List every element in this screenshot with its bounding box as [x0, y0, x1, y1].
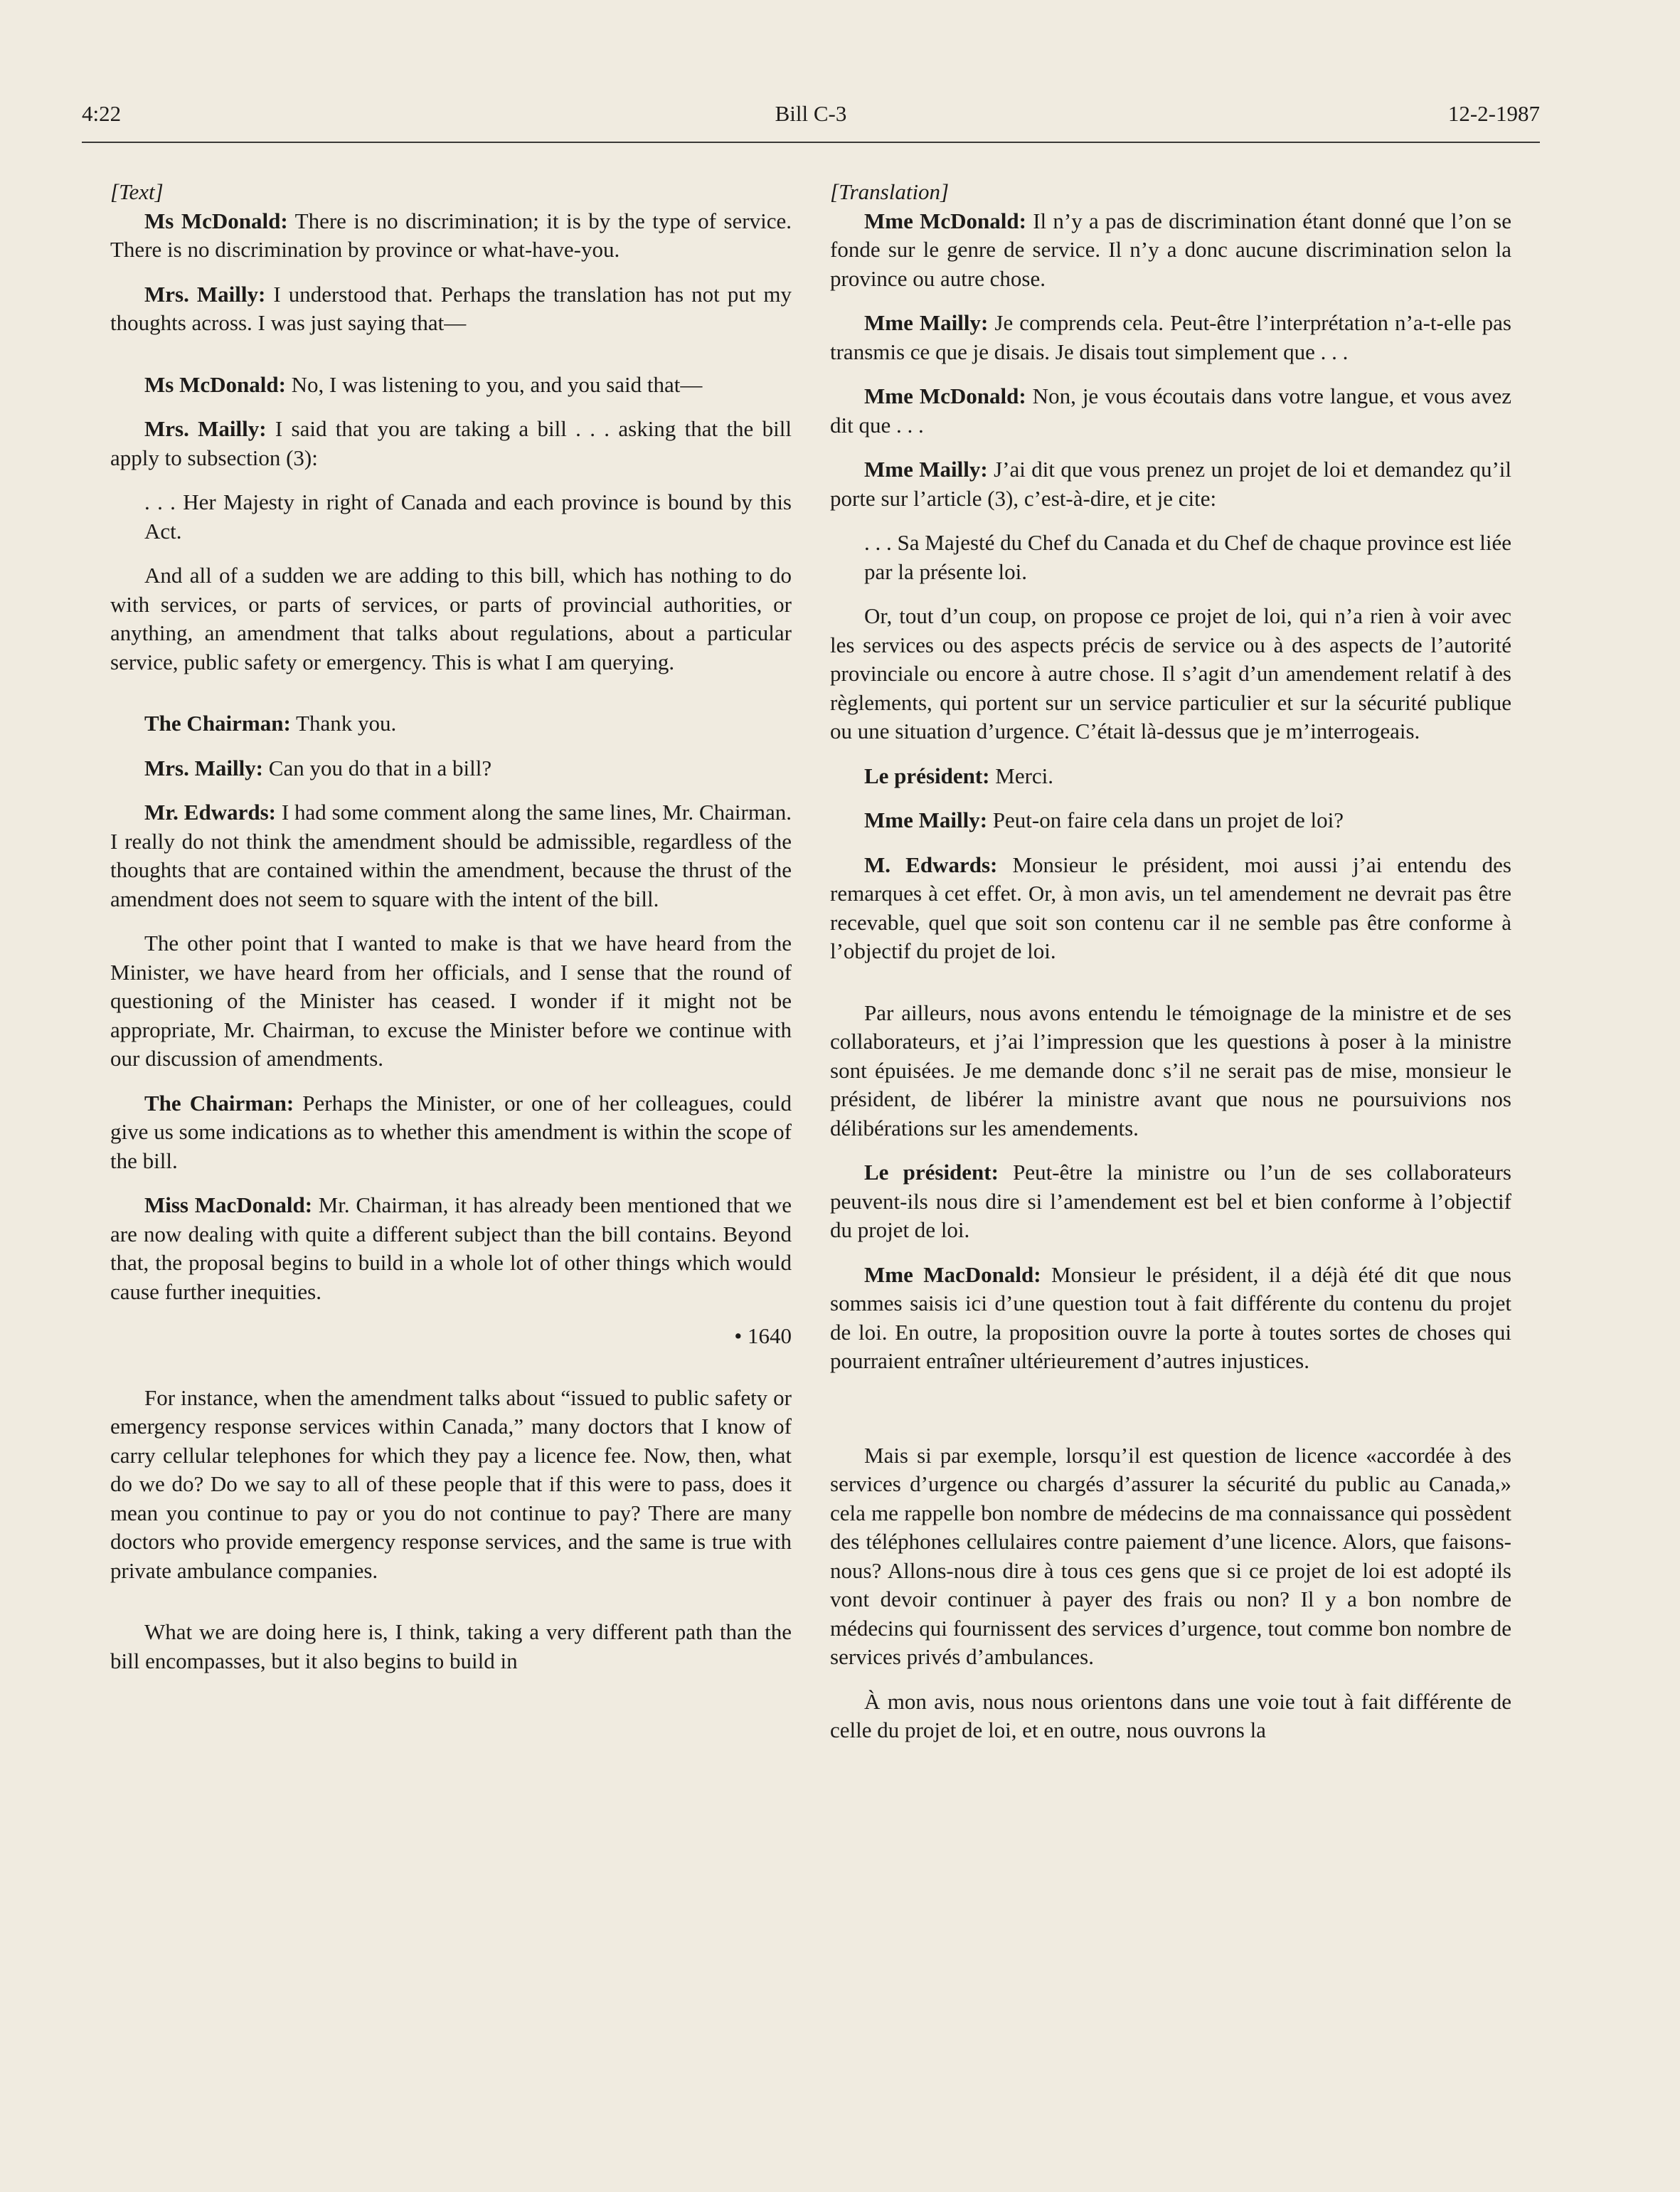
- speaker-name: Le président:: [864, 1160, 999, 1185]
- speech-paragraph: [830, 806, 1511, 835]
- speech-text: Je comprends cela. Peut-être l’interprétation n’a-t-elle pas transmis ce que je disais. Je disais tout simplement que . . .: [830, 310, 1511, 364]
- speech-paragraph: [110, 798, 792, 914]
- speaker-name: Miss MacDonald:: [144, 1192, 313, 1217]
- time-marker: • 1640: [734, 1323, 792, 1348]
- page-header: [82, 101, 1540, 144]
- speech-paragraph: Or, tout d’un coup, on propose ce projet de loi, qui n’a rien à voir avec les services ou des aspects précis de service ou à des aspects de l’autorité provinciale ou encore à autre chose. Il s’agit d’un amendement relatif à des règlements, qui portent sur un service particulier et sur la sécurité publique ou une situation d’urgence. C’était là-dessus que je m’interrogeais.: [830, 603, 1511, 743]
- english-column: [110, 178, 792, 1675]
- speech-paragraph: [110, 1089, 792, 1176]
- speaker-name: Mrs. Mailly:: [144, 755, 264, 780]
- speech-paragraph: [110, 415, 792, 472]
- header-date: 12-2-1987: [1447, 101, 1540, 126]
- speech-text: Thank you.: [290, 711, 397, 736]
- speech-paragraph: What we are doing here is, I think, taking a very different path than the bill encompasses, but it also begins to build in: [110, 1619, 792, 1673]
- speech-text: I said that you are taking a bill . . . asking that the bill apply to subsection (3):: [110, 416, 792, 470]
- speech-paragraph: À mon avis, nous nous orientons dans une voie tout à fait différente de celle du projet de loi, et en outre, nous ouvrons la: [830, 1688, 1511, 1742]
- speech-text: Peut-être la ministre ou l’un de ses collaborateurs peuvent-ils nous dire si l’amendement est bel et bien conforme à l’objectif du projet de loi.: [830, 1160, 1511, 1242]
- speech-text: Non, je vous écoutais dans votre langue, et vous avez dit que . . .: [830, 383, 1511, 438]
- speech-paragraph: [830, 762, 1511, 791]
- speech-text: Mr. Chairman, it has already been mentioned that we are now dealing with quite a different subject than the bill contains. Beyond that, the proposal begins to build in a whole lot of other things which would cause further inequities.: [110, 1192, 792, 1304]
- speech-text: Monsieur le président, il a déjà été dit que nous sommes saisis ici d’une question tout à fait différente du contenu du projet de loi. En outre, la proposition ouvre la porte à toutes sortes de choses qui pourraient entraîner ultérieurement d’autres injustices.: [830, 1261, 1511, 1373]
- speaker-name: Mme McDonald:: [864, 208, 1026, 233]
- speech-text: There is no discrimination; it is by the type of service. There is no discrimination by province or what-have-you.: [110, 208, 792, 262]
- speaker-name: Mme Mailly:: [864, 310, 989, 335]
- speech-paragraph: [830, 309, 1511, 366]
- speech-paragraph: [830, 851, 1511, 966]
- speaker-name: Mrs. Mailly:: [144, 416, 267, 441]
- text-tag: [Text]: [110, 179, 164, 204]
- speech-text: Il n’y a pas de discrimination étant donné que l’on se fonde sur le genre de service. Il n’y a donc aucune discrimination selon la province ou autre chose.: [830, 208, 1511, 291]
- speech-paragraph: [110, 1191, 792, 1306]
- translation-tag: [Translation]: [830, 179, 950, 204]
- speech-text: Peut-on faire cela dans un projet de loi?: [987, 808, 1344, 832]
- block-quote: . . . Her Majesty in right of Canada and each province is bound by this Act.: [144, 489, 792, 544]
- speech-text: Monsieur le président, moi aussi j’ai entendu des remarques à cet effet. Or, à mon avis, un tel amendement ne devrait pas être recevable, quel que soit son contenu car il ne semble pas être conforme à l’objectif du projet de loi.: [830, 852, 1511, 963]
- speaker-name: Mrs. Mailly:: [144, 281, 266, 307]
- speaker-name: Mme McDonald:: [864, 383, 1026, 408]
- speech-paragraph: [830, 1158, 1511, 1245]
- speech-paragraph: Mais si par exemple, lorsqu’il est question de licence «accordée à des services d’urgence ou chargés d’assurer la sécurité du public au Canada,» cela me rappelle bon nombre de médecins de ma connaissance qui possèdent des téléphones cellulaires contre paiement d’une licence. Alors, que faisons-nous? Allons-nous dire à tous ces gens que si ce projet de loi est adopté ils vont devoir continuer à payer des frais ou non? Il y a bon nombre de médecins qui fournissent des services d’urgence, tout comme bon nombre de services privés d’ambulances.: [830, 1442, 1511, 1669]
- speaker-name: Ms McDonald:: [144, 208, 288, 233]
- speech-paragraph: [830, 455, 1511, 513]
- speech-paragraph: And all of a sudden we are adding to this bill, which has nothing to do with services, or parts of services, or parts of provincial authorities, or anything, an amendment that talks about regulations, about a particular service, public safety or emergency. This is what I am querying.: [110, 563, 792, 674]
- speaker-name: The Chairman:: [144, 1090, 294, 1116]
- speech-paragraph: [830, 1261, 1511, 1376]
- speaker-name: Mme MacDonald:: [864, 1261, 1041, 1287]
- speech-paragraph: [110, 371, 792, 400]
- speech-text: J’ai dit que vous prenez un projet de loi et demandez qu’il porte sur l’article (3), c’est-à-dire, et je cite:: [830, 457, 1511, 511]
- speaker-name: Mme Mailly:: [864, 808, 988, 832]
- speech-text: Merci.: [989, 763, 1054, 788]
- speech-paragraph: [830, 382, 1511, 440]
- speech-paragraph: [110, 754, 792, 783]
- speech-paragraph: [110, 207, 792, 265]
- speech-text: Perhaps the Minister, or one of her colleagues, could give us some indications as to whether this amendment is within the scope of the bill.: [110, 1090, 792, 1173]
- bill-title: Bill C-3: [775, 101, 847, 126]
- speech-paragraph: The other point that I wanted to make is that we have heard from the Minister, we have heard from her officials, and I sense that the round of questioning of the Minister has ceased. I wonder if it might not be appropriate, Mr. Chairman, to excuse the Minister before we continue with our discussion of amendments.: [110, 931, 792, 1071]
- speech-paragraph: [110, 280, 792, 338]
- speech-text: I had some comment along the same lines, Mr. Chairman. I really do not think the amendment should be admissible, regardless of the thoughts that are contained within the amendment, because the thrust of the amendment does not seem to square with the intent of the bill.: [110, 800, 792, 911]
- speaker-name: Mme Mailly:: [864, 457, 988, 482]
- header-rule: [82, 142, 1540, 143]
- speech-paragraph: Par ailleurs, nous avons entendu le témoignage de la ministre et de ses collaborateurs, et j’ai l’impression que les questions à poser à la ministre sont épuisées. Je me demande donc s’il ne serait pas de mise, monsieur le président, de libérer la ministre avant que nous ne poursuivions nos délibérations sur les amendements.: [830, 1000, 1511, 1140]
- speaker-name: The Chairman:: [144, 711, 291, 736]
- speaker-name: Le président:: [864, 763, 990, 788]
- speech-paragraph: [830, 207, 1511, 294]
- speech-text: Can you do that in a bill?: [263, 755, 492, 780]
- speaker-name: M. Edwards:: [864, 852, 998, 877]
- speech-paragraph: [110, 709, 792, 738]
- speech-paragraph: For instance, when the amendment talks about “issued to public safety or emergency response services within Canada,” many doctors that I know of carry cellular telephones for which they pay a licence fee. Now, then, what do we do? Do we say to all of these people that if this were to pass, does it mean you continue to pay or you do not continue to pay? There are many doctors who provide emergency response services, and the same is true with private ambulance companies.: [110, 1384, 792, 1583]
- page-number: 4:22: [82, 101, 122, 126]
- french-column: [830, 178, 1511, 1745]
- speaker-name: Mr. Edwards:: [144, 800, 276, 825]
- block-quote: . . . Sa Majesté du Chef du Canada et du Chef de chaque province est liée par la présente loi.: [864, 530, 1511, 584]
- speaker-name: Ms McDonald:: [144, 371, 286, 397]
- speech-text: No, I was listening to you, and you said that—: [285, 371, 703, 397]
- speech-text: I understood that. Perhaps the translation has not put my thoughts across. I was just saying that—: [110, 281, 792, 335]
